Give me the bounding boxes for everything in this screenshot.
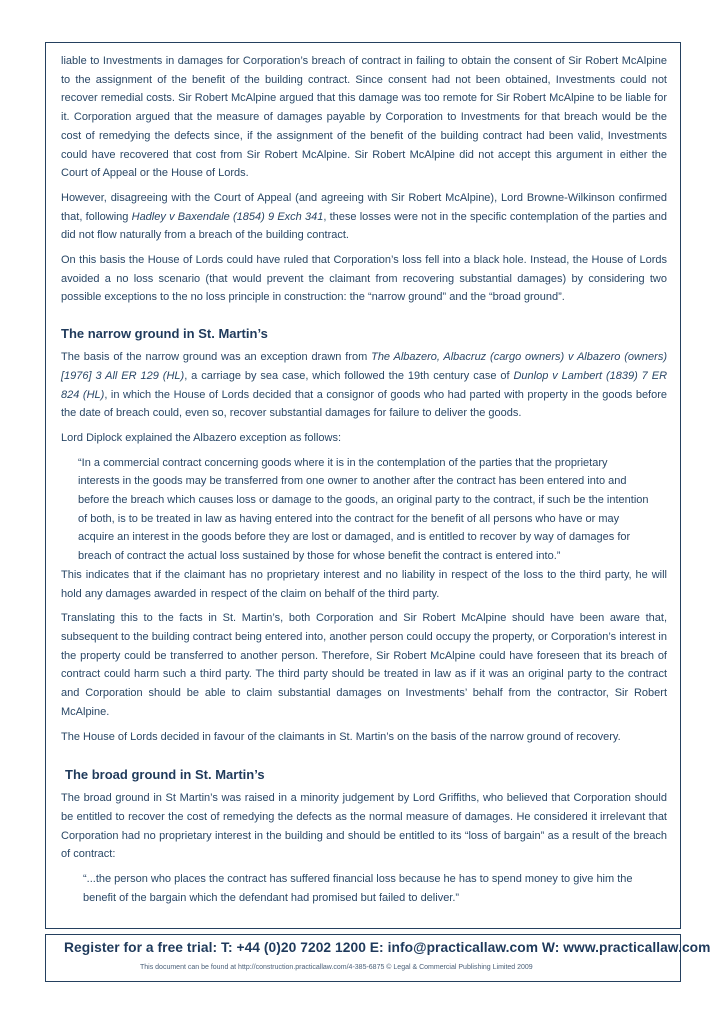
footer-contact-line[interactable]: Register for a free trial: T: +44 (0)20 7202 1200 E: info@practicallaw.com W: www.practicallaw.com (64, 940, 711, 955)
heading-broad-ground: The broad ground in St. Martin’s (65, 767, 265, 783)
case-citation: The Albazero, Albacruz (cargo owners) v Albazero (owners) [1976] 3 All ER 129 (HL) (61, 351, 667, 382)
paragraph-5: Lord Diplock explained the Albazero exception as follows: (61, 431, 342, 444)
paragraph-3: On this basis the House of Lords could have ruled that Corporation’s loss fell into a black hole. Instead, the House of Lords avoided a no loss scenario (that would prevent the claimant from recovering substantial damages) by considering two possible exceptions to the no loss principle in construction: the “narrow ground” and the “broad ground”. (61, 254, 667, 304)
paragraph-6: This indicates that if the claimant has no proprietary interest and no liability in respect of the loss to the third party, he will hold any damages awarded in respect of the claim on behalf of the third party. (61, 568, 667, 600)
paragraph-2: However, disagreeing with the Court of Appeal (and agreeing with Sir Robert McAlpine), Lord Browne-Wilkinson confirmed that, following Hadley v Baxendale (1854) 9 Exch 341, these losses were not in the specific contemplation of the parties and did not flow naturally from a breach of the building contract. (61, 191, 667, 242)
heading-narrow-ground: The narrow ground in St. Martin’s (61, 326, 268, 342)
case-citation: Dunlop v Lambert (1839) 7 ER 824 (HL) (61, 369, 668, 401)
paragraph-4: The basis of the narrow ground was an exception drawn from The Albazero, Albacruz (cargo owners) v Albazero (owners) [1976] 3 All ER 129 (HL), a carriage by sea case, which followed the 19th century case of Dunlop v Lambert (1839) 7 ER 824 (HL), in which the House of Lords decided that a consignor of goods who had parted with property in the goods before the date of breach could, even so, recover substantial damages for failure to deliver the goods. (61, 351, 668, 420)
case-citation: Hadley v Baxendale (1854) 9 Exch 341 (131, 210, 324, 223)
article-body (61, 52, 667, 913)
paragraph-9: The broad ground in St Martin’s was raised in a minority judgement by Lord Griffiths, who believed that Corporation should be entitled to recover the cost of remedying the defects as the normal measure of damages. He considered it irrelevant that Corporation had no proprietary interest in the building and should be entitled to its “loss of bargain” as a result of the breach of contract: (61, 792, 667, 861)
footer-source-note: This document can be found at http://construction.practicallaw.com/4-385-6875 © Legal & Commercial Publishing Limited 2009 (140, 964, 533, 971)
footer (45, 934, 711, 982)
paragraph-8: The House of Lords decided in favour of the claimants in St. Martin’s on the basis of the narrow ground of recovery. (61, 730, 621, 743)
paragraph-7: Translating this to the facts in St. Martin’s, both Corporation and Sir Robert McAlpine should have been aware that, subsequent to the building contract being entered into, another person could occupy the property, or Corporation’s interest in the property could be transferred to another person. Therefore, Sir Robert McAlpine could have foreseen that its breach of contract could harm such a third party. The third party should be treated in law as if it was an original party to the contract and Corporation should be able to claim substantial damages on Investments’ behalf from the contractor, Sir Robert McAlpine. (61, 612, 667, 718)
block-quote-griffiths: “...the person who places the contract has suffered financial loss because he has to spend money to give him the benefit of the bargain which the defendant had promised but failed to deliver.” (83, 873, 633, 904)
paragraph-1: liable to Investments in damages for Corporation’s breach of contract in failing to obtain the consent of Sir Robert McAlpine to the assignment of the benefit of the building contract. Since consent had not been obtained, Investments could not recover remedial costs. Sir Robert McAlpine argued that this damage was too remote for Sir Robert McAlpine to be liable for it. Corporation argued that the measure of damages payable by Corporation to Investments for that breach would be the cost of remedying the defects since, if the assignment of the benefit of the building contract had been valid, Investments could have recovered that cost from Sir Robert McAlpine. Sir Robert McAlpine did not accept this argument in either the Court of Appeal or the House of Lords. (61, 55, 667, 180)
block-quote-diplock: “In a commercial contract concerning goods where it is in the contemplation of the parties that the proprietary interests in the goods may be transferred from one owner to another after the contract has been entered into and before the breach which causes loss or damage to the goods, an original party to the contract, if such be the intention of both, is to be treated in law as having entered into the contract for the benefit of all persons who have or may acquire an interest in the goods before they are lost or damaged, and is entitled to recover by way of damages for breach of contract the actual loss sustained by those for whose benefit the contract is entered into.” (78, 456, 649, 563)
